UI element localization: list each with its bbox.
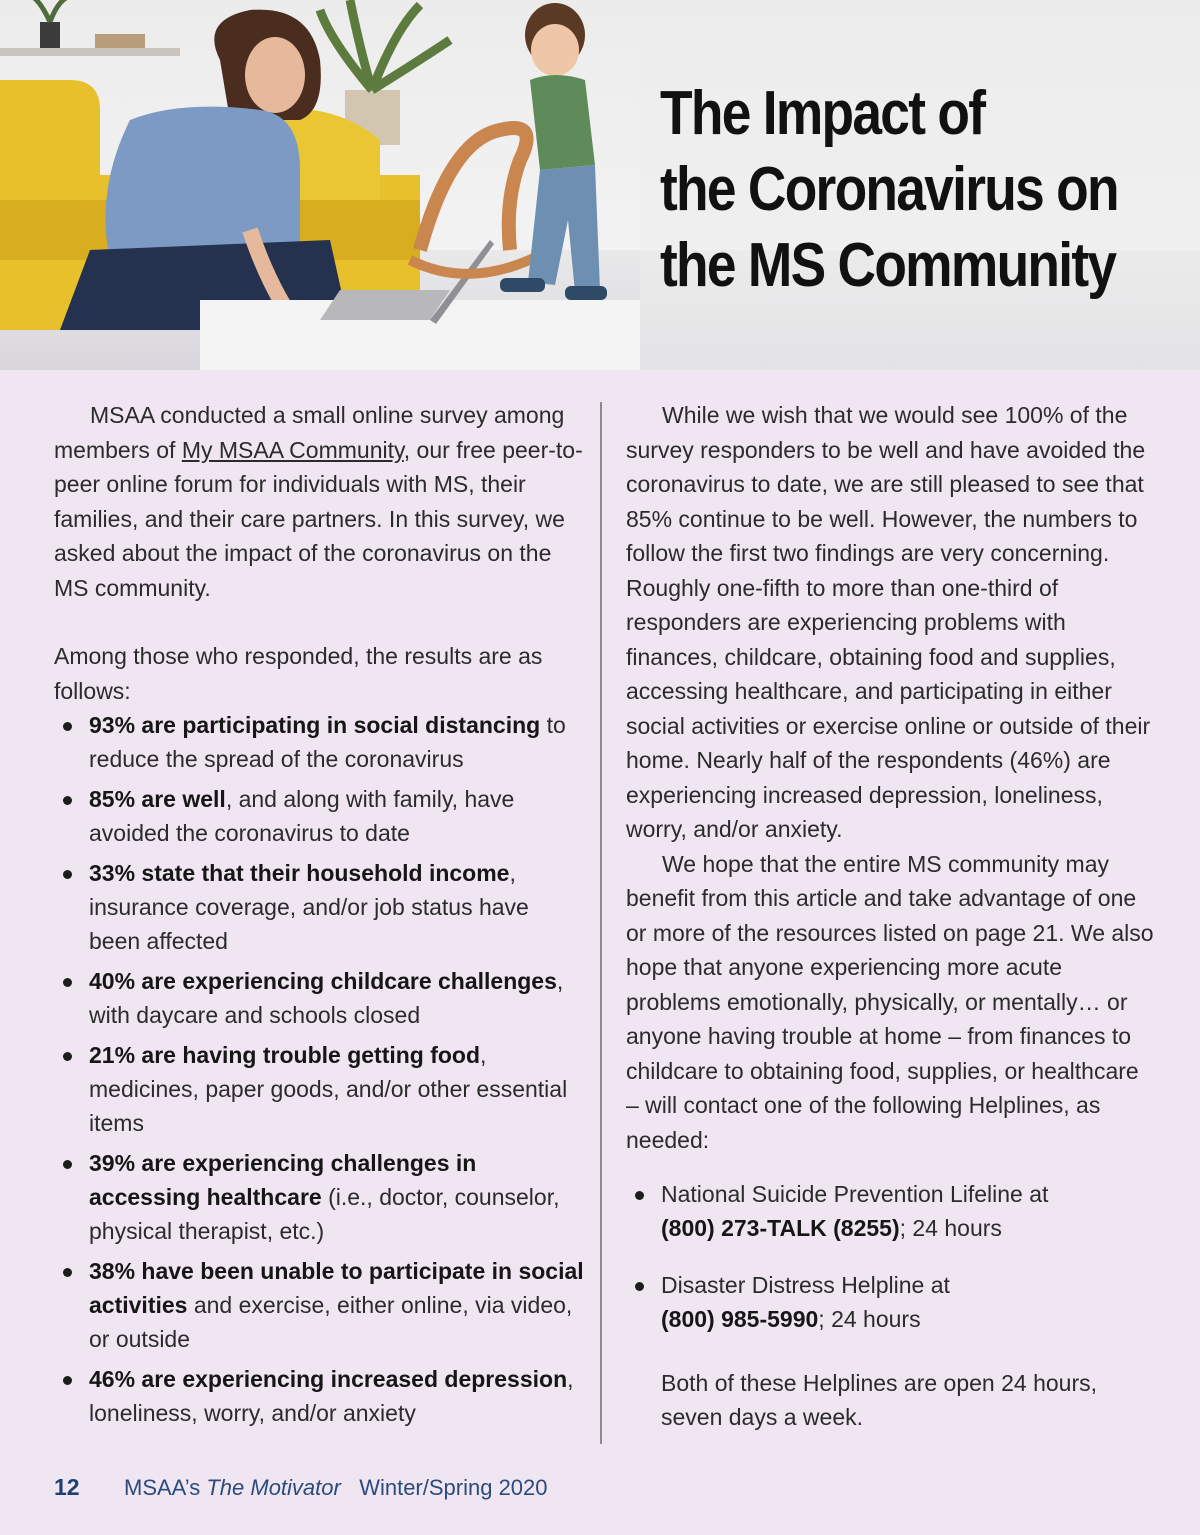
- publication-name: The Motivator: [206, 1475, 341, 1500]
- helpline-suicide-prevention: National Suicide Prevention Lifeline at (800) 273-TALK (8255); 24 hours: [626, 1177, 1156, 1245]
- issue-date: Winter/Spring 2020: [359, 1475, 548, 1500]
- results-intro: Among those who responded, the results are as follows:: [54, 643, 543, 704]
- column-divider: [600, 402, 602, 1444]
- title-line-2: the Coronavirus on: [660, 155, 1118, 224]
- list-item: 93% are participating in social distancing to reduce the spread of the coronavirus: [54, 708, 584, 776]
- hero-banner: [0, 0, 1200, 370]
- page-footer: [54, 1474, 548, 1501]
- helpline-disaster-distress: Disaster Distress Helpline at (800) 985-5990; 24 hours: [626, 1268, 1156, 1336]
- phone-number[interactable]: (800) 985-5990: [661, 1306, 819, 1332]
- paragraph-1: While we wish that we would see 100% of the survey responders to be well and have avoided the coronavirus to date, we are still pleased to see that 85% continue to be well. However, the numbers to follow the first two findings are very concerning. Roughly one-fifth to more than one-third of responders are experiencing problems with finances, childcare, obtaining food and supplies, accessing healthcare, and participating in either social activities or exercise online or outside of their home. Nearly half of the respondents (46%) are experiencing increased depression, loneliness, worry, and/or anxiety.: [626, 402, 1151, 842]
- right-column: [626, 398, 1156, 1434]
- list-item: 46% are experiencing increased depression, loneliness, worry, and/or anxiety: [54, 1362, 584, 1430]
- article-title: [660, 76, 1118, 304]
- phone-number[interactable]: (800) 273-TALK (8255): [661, 1215, 900, 1241]
- title-line-3: the MS Community: [660, 231, 1116, 300]
- survey-findings-list: [54, 708, 584, 1430]
- page-number: 12: [54, 1474, 80, 1500]
- list-item: 21% are having trouble getting food, medicines, paper goods, and/or other essential items: [54, 1038, 584, 1140]
- list-item: 38% have been unable to participate in social activities and exercise, either online, via video, or outside: [54, 1254, 584, 1356]
- list-item: 33% state that their household income, insurance coverage, and/or job status have been affected: [54, 856, 584, 958]
- paragraph-2: We hope that the entire MS community may benefit from this article and take advantage of one or more of the resources listed on page 21. We also hope that anyone experiencing more acute problems emotionally, physically, or mentally… or anyone having trouble at home – from finances to childcare to obtaining food, supplies, or healthcare – will contact one of the following Helplines, as needed:: [626, 850, 1154, 1153]
- list-item: 39% are experiencing challenges in accessing healthcare (i.e., doctor, counselor, physical therapist, etc.): [54, 1146, 584, 1248]
- closing-note: Both of these Helplines are open 24 hours, seven days a week.: [661, 1370, 1098, 1430]
- list-item: 85% are well, and along with family, have avoided the coronavirus to date: [54, 782, 584, 850]
- helplines-list: [626, 1177, 1156, 1336]
- publisher: MSAA’s: [124, 1475, 201, 1500]
- intro-paragraph: MSAA conducted a small online survey among members of My MSAA Community, our free peer-to-peer online forum for individuals with MS, their families, and their care partners. In this survey, we asked about the impact of the coronavirus on the MS community.: [54, 402, 583, 601]
- list-item: 40% are experiencing childcare challenges, with daycare and schools closed: [54, 964, 584, 1032]
- left-column: [54, 398, 584, 1436]
- my-msaa-community-link[interactable]: My MSAA Community: [181, 436, 404, 463]
- title-line-1: The Impact of: [660, 79, 985, 148]
